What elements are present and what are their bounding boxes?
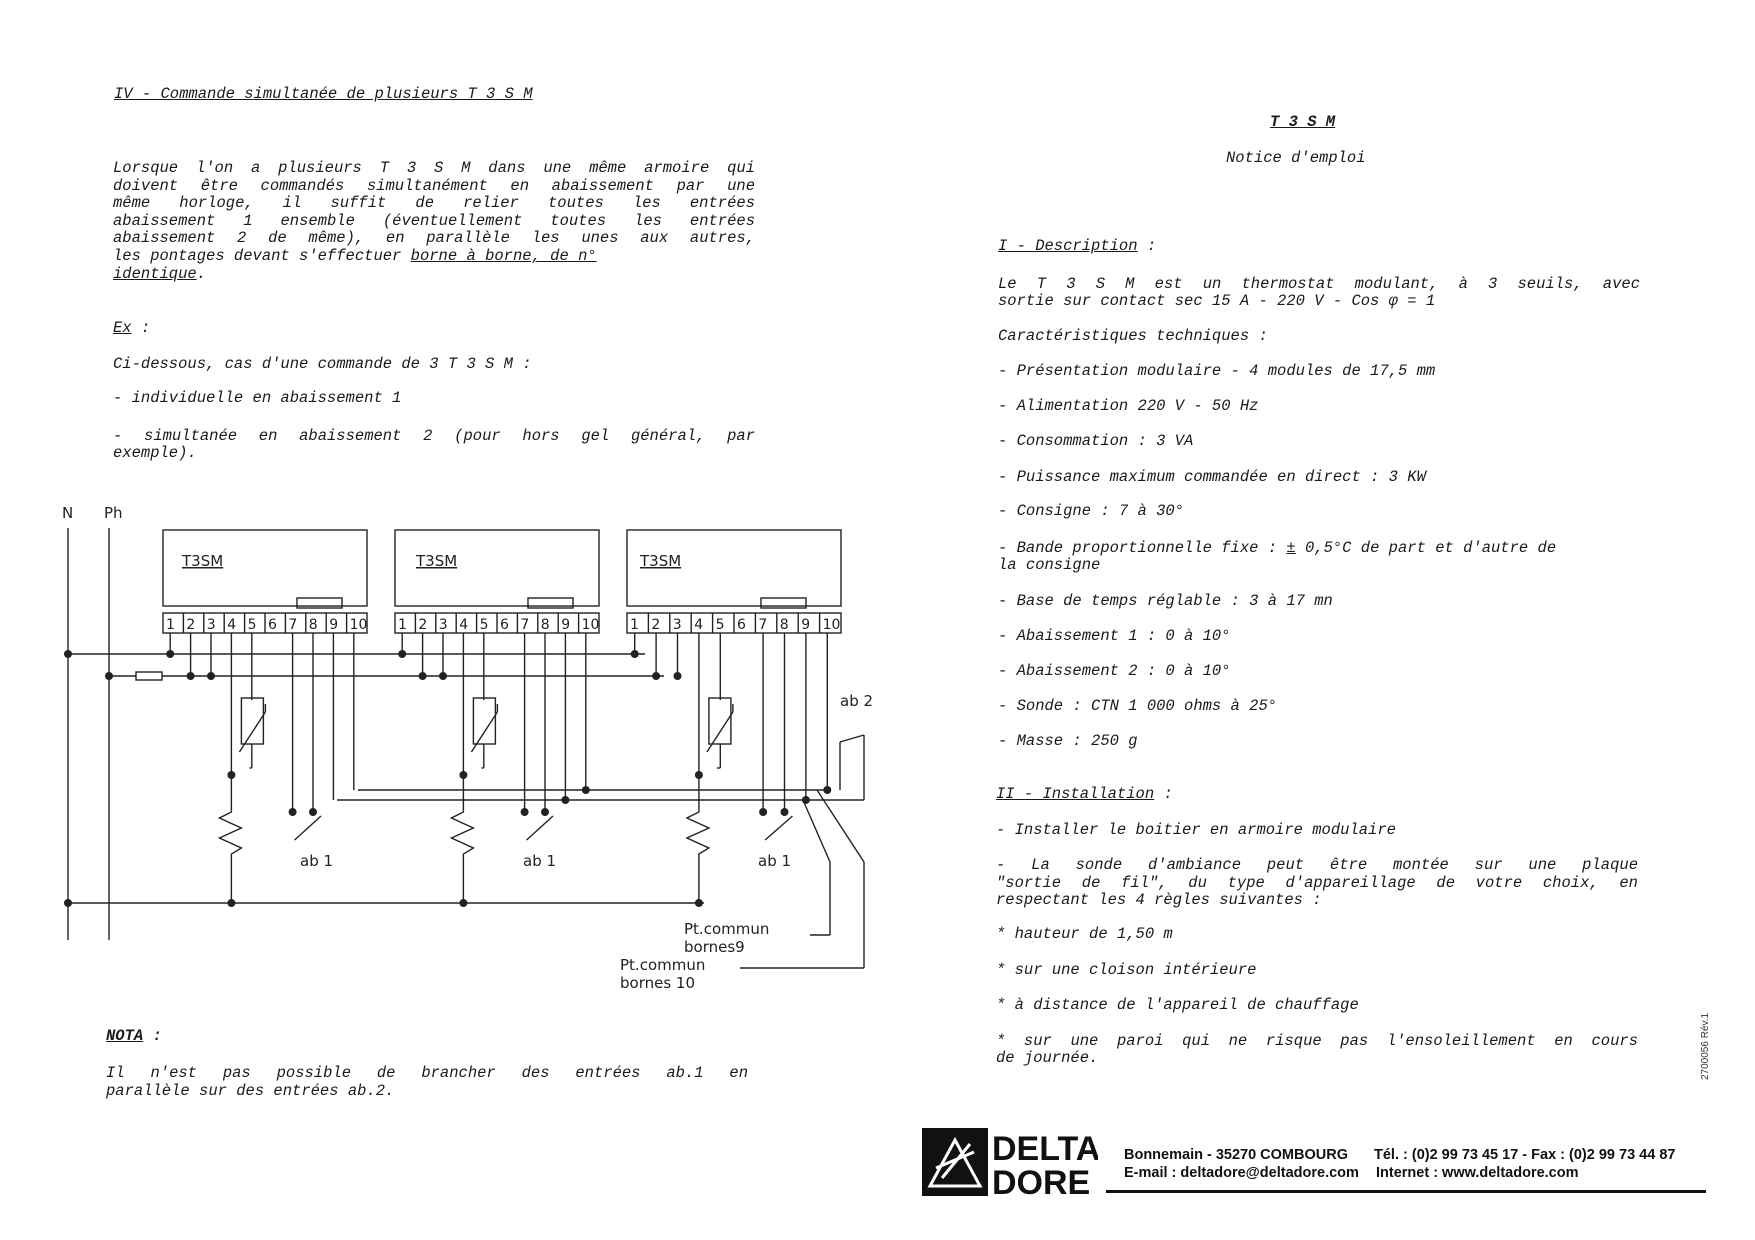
installation-heading-text: II - Installation [996, 785, 1155, 803]
terminal-number: 9 [801, 617, 811, 633]
ex-line-1: Ci-dessous, cas d'une commande de 3 T 3 S M : [113, 355, 532, 373]
terminal-number: 7 [520, 617, 530, 633]
doc-title-text: T 3 S M [1270, 113, 1336, 131]
junction-dot [459, 899, 467, 907]
rule-4-line-2: de journée. [996, 1049, 1099, 1067]
junction-dots [64, 650, 831, 907]
common10-line2: bornes 10 [620, 974, 696, 992]
junction-dot [166, 650, 174, 658]
terminal-number: 1 [398, 617, 407, 633]
section-title-iv-text: IV - Commande simultanée de plusieurs T 3 S M [114, 85, 533, 103]
junction-dot [187, 672, 195, 680]
terminal-number: 4 [459, 617, 469, 633]
ex-colon: : [131, 319, 151, 337]
junction-dot [781, 808, 789, 816]
spec-item: - Présentation modulaire - 4 modules de 17,5 mm [998, 362, 1436, 380]
band-plusminus: ± [1286, 539, 1296, 557]
contact-internet: Internet : www.deltadore.com [1376, 1165, 1579, 1181]
junction-dot [823, 786, 831, 794]
intro-line: doivent être commandés simultanément en abaissement par une [113, 176, 755, 195]
logo-delta: DELTA [992, 1130, 1098, 1168]
rule-item: * hauteur de 1,50 m [996, 925, 1173, 943]
ex-line-3b: exemple). [113, 444, 197, 462]
terminal-number: 5 [247, 617, 257, 633]
junction-dot [802, 796, 810, 804]
ab2-label: ab 2 [840, 692, 874, 710]
terminal-number: 3 [672, 617, 682, 633]
terminal-number: 10 [822, 617, 841, 633]
desc-line-2: sortie sur contact sec 15 A - 220 V - Cos φ = 1 [998, 292, 1436, 310]
intro-line-6-start: les pontages devant s'effectuer [113, 247, 411, 265]
terminal-number: 6 [500, 617, 509, 633]
junction-dot [227, 899, 235, 907]
ab1-label-3: ab 1 [758, 852, 792, 870]
terminal-number: 7 [758, 617, 768, 633]
terminal-number: 7 [288, 617, 298, 633]
terminal-number: 2 [186, 617, 196, 633]
spec-item: - Sonde : CTN 1 000 ohms à 25° [998, 697, 1278, 715]
intro-line: Lorsque l'on a plusieurs T 3 S M dans une même armoire qui [113, 159, 755, 177]
contact-address: Bonnemain - 35270 COMBOURG [1124, 1147, 1348, 1163]
ex-label: Ex [113, 319, 132, 337]
installation-colon: : [1154, 785, 1173, 803]
ex-line-3: - simultanée en abaissement 2 (pour hors gel général, par [113, 427, 755, 445]
ab1-label-1: ab 1 [300, 852, 334, 870]
probe-paragraph [996, 857, 1638, 910]
intro-line: abaissement 2 de même), en parallèle les unes aux autres, [113, 229, 755, 247]
junction-dot [207, 672, 215, 680]
junction-dot [582, 786, 590, 794]
installation-heading [996, 786, 1173, 804]
terminal-number: 2 [418, 617, 428, 633]
spec-item: - Base de temps réglable : 3 à 17 mn [998, 592, 1333, 610]
terminal-number: 8 [308, 617, 318, 633]
band-text-b: 0,5°C de part et d'autre de [1295, 539, 1557, 557]
spec-item: - Abaissement 1 : 0 à 10° [998, 627, 1231, 645]
terminal-number: 2 [651, 617, 661, 633]
band-text-a: - Bande proportionnelle fixe : [998, 539, 1287, 557]
device-label-2: T3SM [416, 552, 458, 570]
terminal-number: 3 [438, 617, 448, 633]
rule-item: * sur une cloison intérieure [996, 961, 1257, 979]
spec-band-line-2: la consigne [998, 556, 1101, 574]
terminal-labels [166, 617, 840, 633]
junction-dot [695, 771, 703, 779]
footer-rule [1106, 1190, 1706, 1193]
rule-4-line-1: * sur une paroi qui ne risque pas l'ensoleillement en cours [996, 1032, 1638, 1050]
terminal-number: 9 [329, 617, 339, 633]
spec-item: - Consigne : 7 à 30° [998, 502, 1185, 520]
spec-band-line-1 [998, 540, 1556, 558]
terminal-number: 8 [540, 617, 550, 633]
spec-item: - Puissance maximum commandée en direct : 3 KW [998, 468, 1426, 486]
junction-dot [459, 771, 467, 779]
common9-line2: bornes9 [684, 938, 745, 956]
nota-heading [106, 1028, 162, 1046]
nota-colon: : [143, 1027, 162, 1045]
terminal-number: 5 [715, 617, 725, 633]
junction-dot [398, 650, 406, 658]
doc-title [1270, 114, 1335, 132]
terminal-number: 6 [737, 617, 746, 633]
terminal-number: 4 [694, 617, 704, 633]
junction-dot [105, 672, 113, 680]
junction-dot [64, 650, 72, 658]
common9-line1: Pt.commun [684, 920, 770, 938]
intro-underlined-2: identique [113, 265, 197, 283]
terminal-number: 3 [206, 617, 216, 633]
terminal-number: 6 [268, 617, 277, 633]
delta-dore-logo [922, 1128, 1098, 1196]
terminal-number: 5 [479, 617, 489, 633]
terminal-number: 10 [349, 617, 368, 633]
common10-line1: Pt.commun [620, 956, 706, 974]
junction-dot [64, 899, 72, 907]
junction-dot [309, 808, 317, 816]
description-colon: : [1137, 237, 1157, 255]
contact-phone: Tél. : (0)2 99 73 45 17 - Fax : (0)2 99 73 44 87 [1374, 1147, 1676, 1163]
junction-dot [695, 899, 703, 907]
junction-dot [674, 672, 682, 680]
unit-wires [170, 633, 827, 903]
junction-dot [631, 650, 639, 658]
terminal-number: 4 [227, 617, 237, 633]
probe-line: - La sonde d'ambiance peut être montée sur une plaque [996, 856, 1638, 874]
ab1-label-2: ab 1 [523, 852, 557, 870]
junction-dot [561, 796, 569, 804]
terminal-number: 9 [561, 617, 571, 633]
description-heading [998, 238, 1156, 256]
doc-code: 2700056 Rév.1 [1700, 1012, 1711, 1080]
junction-dot [541, 808, 549, 816]
probe-line: respectant les 4 règles suivantes : [996, 891, 1322, 909]
fuse-resistor [136, 672, 162, 680]
spec-item: - Abaissement 2 : 0 à 10° [998, 662, 1231, 680]
device-label-1: T3SM [182, 552, 224, 570]
probe-line: "sortie de fil", du type d'appareillage de votre choix, en [996, 873, 1638, 892]
nota-line-1: Il n'est pas possible de brancher des entrées ab.1 en [106, 1064, 748, 1082]
specs-heading: Caractéristiques techniques : [998, 327, 1268, 345]
intro-line: même horloge, il suffit de relier toutes les entrées [113, 194, 755, 212]
spec-item: - Consommation : 3 VA [998, 432, 1194, 450]
terminal-number: 8 [779, 617, 789, 633]
spec-item: - Masse : 250 g [998, 732, 1138, 750]
rule-item: * à distance de l'appareil de chauffage [996, 996, 1359, 1014]
spec-item: - Alimentation 220 V - 50 Hz [998, 397, 1259, 415]
junction-dot [521, 808, 529, 816]
junction-dot [439, 672, 447, 680]
junction-dot [227, 771, 235, 779]
intro-line: abaissement 1 ensemble (éventuellement toutes les entrées [113, 211, 755, 230]
label-n: N [62, 504, 74, 522]
terminal-number: 1 [166, 617, 175, 633]
terminal-number: 10 [581, 617, 600, 633]
description-heading-text: I - Description [998, 237, 1138, 255]
device-label-3: T3SM [640, 552, 682, 570]
junction-dot [419, 672, 427, 680]
junction-dot [759, 808, 767, 816]
junction-dot [652, 672, 660, 680]
label-ph: Ph [104, 504, 123, 522]
desc-line-1: Le T 3 S M est un thermostat modulant, à 3 seuils, avec [998, 275, 1640, 293]
intro-end: . [196, 265, 207, 283]
terminal-number: 1 [630, 617, 639, 633]
junction-dot [289, 808, 297, 816]
wiring-diagram [0, 0, 900, 1000]
doc-subtitle: Notice d'emploi [1226, 149, 1366, 167]
intro-underlined-1: borne à borne, de n° [410, 247, 597, 265]
ex-line-2: - individuelle en abaissement 1 [113, 389, 402, 407]
logo-dore: DORE [992, 1164, 1091, 1196]
install-line-1: - Installer le boitier en armoire modulaire [996, 821, 1396, 839]
nota-line-2: parallèle sur des entrées ab.2. [106, 1082, 395, 1100]
contact-email: E-mail : deltadore@deltadore.com [1124, 1165, 1359, 1181]
nota-label: NOTA [106, 1027, 144, 1045]
